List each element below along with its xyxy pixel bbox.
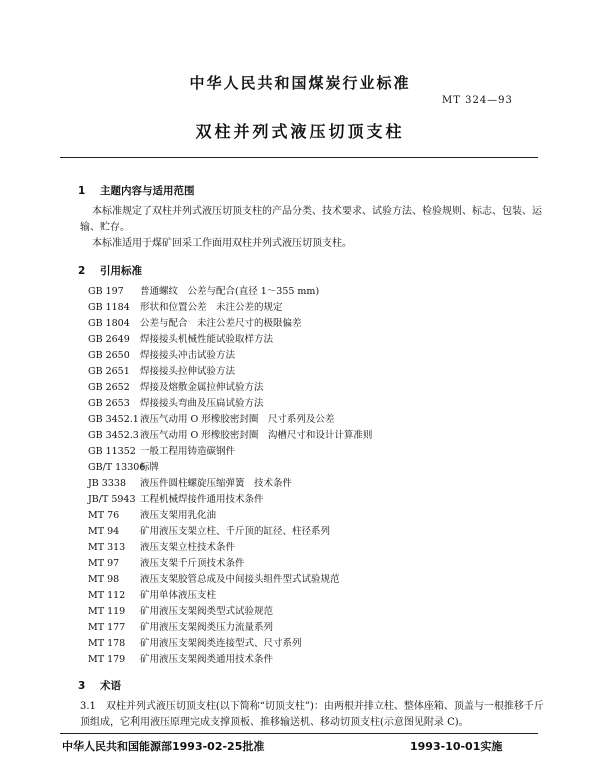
reference-item — [88, 284, 372, 300]
reference-code: JB/T 5943 — [88, 494, 136, 505]
reference-item — [88, 524, 372, 540]
reference-code: GB 3452.3 — [88, 430, 139, 441]
section-title: 主题内容与适用范围 — [100, 185, 195, 197]
section-title: 术语 — [100, 680, 121, 692]
header-org: 中华人民共和国煤炭行业标准 — [189, 74, 411, 92]
reference-item — [88, 620, 372, 636]
reference-title: 矿用单体液压支柱 — [140, 590, 217, 601]
reference-code: MT 97 — [88, 558, 120, 569]
reference-item — [88, 588, 372, 604]
section-1-paragraph-2 — [80, 236, 545, 252]
reference-title: 液压气动用 O 形橡胶密封圈 沟槽尺寸和设计计算准则 — [140, 430, 373, 441]
paragraph-text: 本标准规定了双柱并列式液压切顶支柱的产品分类、技术要求、试验方法、检验规则、标志、包装、运输、贮存。 — [80, 206, 542, 233]
reference-title: 液压件圆柱螺旋压缩弹簧 技术条件 — [140, 478, 293, 489]
approval-note: 中华人民共和国能源部1993-02-25批准 — [62, 740, 265, 753]
reference-title: 公差与配合 未注公差尺寸的极限偏差 — [140, 318, 302, 329]
reference-item — [88, 364, 372, 380]
reference-item — [88, 460, 372, 476]
effective-note: 1993-10-01实施 — [410, 740, 503, 753]
reference-item — [88, 396, 372, 412]
title-divider — [60, 157, 538, 158]
reference-code: GB 11352 — [88, 446, 136, 457]
reference-code: MT 98 — [88, 574, 120, 585]
reference-item — [88, 556, 372, 572]
reference-title: 液压支架用乳化油 — [140, 510, 217, 521]
reference-item — [88, 380, 372, 396]
reference-item — [88, 412, 372, 428]
reference-item — [88, 540, 372, 556]
reference-code: GB/T 13306 — [88, 462, 146, 473]
reference-title: 液压支架胶管总成及中间接头组件型式试验规范 — [140, 574, 340, 585]
reference-title: 一般工程用铸造碳钢件 — [140, 446, 236, 457]
section-1-heading — [78, 183, 195, 198]
reference-title: 标牌 — [140, 462, 160, 473]
reference-title: 焊接接头机械性能试验取样方法 — [140, 334, 274, 345]
section-number: 1 — [78, 185, 86, 197]
reference-code: GB 2651 — [88, 366, 130, 377]
paragraph-text: 本标准适用于煤矿回采工作面用双柱并列式液压切顶支柱。 — [92, 238, 352, 249]
reference-item — [88, 332, 372, 348]
reference-code: MT 179 — [88, 654, 126, 665]
reference-code: MT 76 — [88, 510, 120, 521]
reference-item — [88, 652, 372, 668]
reference-title: 焊接接头弯曲及压扁试验方法 — [140, 398, 264, 409]
reference-item — [88, 428, 372, 444]
reference-code: MT 178 — [88, 638, 126, 649]
reference-item — [88, 604, 372, 620]
reference-code: GB 2652 — [88, 382, 130, 393]
reference-list — [88, 284, 372, 668]
reference-code: GB 3452.1 — [88, 414, 139, 425]
reference-code: MT 177 — [88, 622, 126, 633]
reference-title: 矿用液压支架阀类通用技术条件 — [140, 654, 274, 665]
standard-code: MT 324—93 — [442, 95, 513, 106]
reference-code: JB 3338 — [88, 478, 126, 489]
definition-3-1: 3.1 双柱并列式液压切顶支柱(以下简称“切顶支柱”)：由两根并排立柱、整体座箱、顶盖与一根推移千斤顶组成，它利用液压原理完成支撑顶板、推移输送机、移动切顶支柱(示意图见附录 C)。 — [80, 701, 544, 728]
reference-code: GB 1184 — [88, 302, 130, 313]
section-1-paragraph-1 — [80, 204, 545, 236]
reference-title: 液压气动用 O 形橡胶密封圈 尺寸系列及公差 — [140, 414, 335, 425]
reference-title: 液压支架千斤顶技术条件 — [140, 558, 245, 569]
reference-item — [88, 300, 372, 316]
reference-code: GB 197 — [88, 286, 124, 297]
reference-title: 液压支架立柱技术条件 — [140, 542, 236, 553]
section-title: 引用标准 — [100, 265, 142, 277]
reference-item — [88, 444, 372, 460]
section-3-heading — [78, 678, 121, 693]
reference-code: GB 2649 — [88, 334, 130, 345]
section-2-heading — [78, 263, 142, 278]
reference-title: 焊接及熔敷金属拉伸试验方法 — [140, 382, 264, 393]
reference-title: 矿用液压支架立柱、千斤顶的缸径、柱径系列 — [140, 526, 331, 537]
reference-item — [88, 492, 372, 508]
document-title: 双柱并列式液压切顶支柱 — [195, 122, 405, 141]
reference-title: 矿用液压支架阀类型式试验规范 — [140, 606, 274, 617]
reference-title: 矿用液压支架阀类连接型式、尺寸系列 — [140, 638, 302, 649]
reference-title: 焊接接头拉伸试验方法 — [140, 366, 236, 377]
reference-code: MT 313 — [88, 542, 126, 553]
section-number: 2 — [78, 265, 86, 277]
reference-item — [88, 476, 372, 492]
reference-item — [88, 508, 372, 524]
reference-item — [88, 636, 372, 652]
reference-code: MT 94 — [88, 526, 120, 537]
reference-code: MT 112 — [88, 590, 126, 601]
reference-title: 形状和位置公差 未注公差的规定 — [140, 302, 283, 313]
reference-code: GB 2650 — [88, 350, 130, 361]
reference-title: 矿用液压支架阀类压力流量系列 — [140, 622, 274, 633]
reference-item — [88, 348, 372, 364]
reference-title: 普通螺纹 公差与配合(直径 1～355 mm) — [140, 286, 320, 297]
section-number: 3 — [78, 680, 86, 692]
reference-code: MT 119 — [88, 606, 126, 617]
reference-title: 工程机械焊接件通用技术条件 — [140, 494, 264, 505]
reference-item — [88, 572, 372, 588]
reference-code: GB 2653 — [88, 398, 130, 409]
reference-item — [88, 316, 372, 332]
reference-title: 焊接接头冲击试验方法 — [140, 350, 236, 361]
footer-divider — [60, 733, 538, 734]
reference-code: GB 1804 — [88, 318, 130, 329]
